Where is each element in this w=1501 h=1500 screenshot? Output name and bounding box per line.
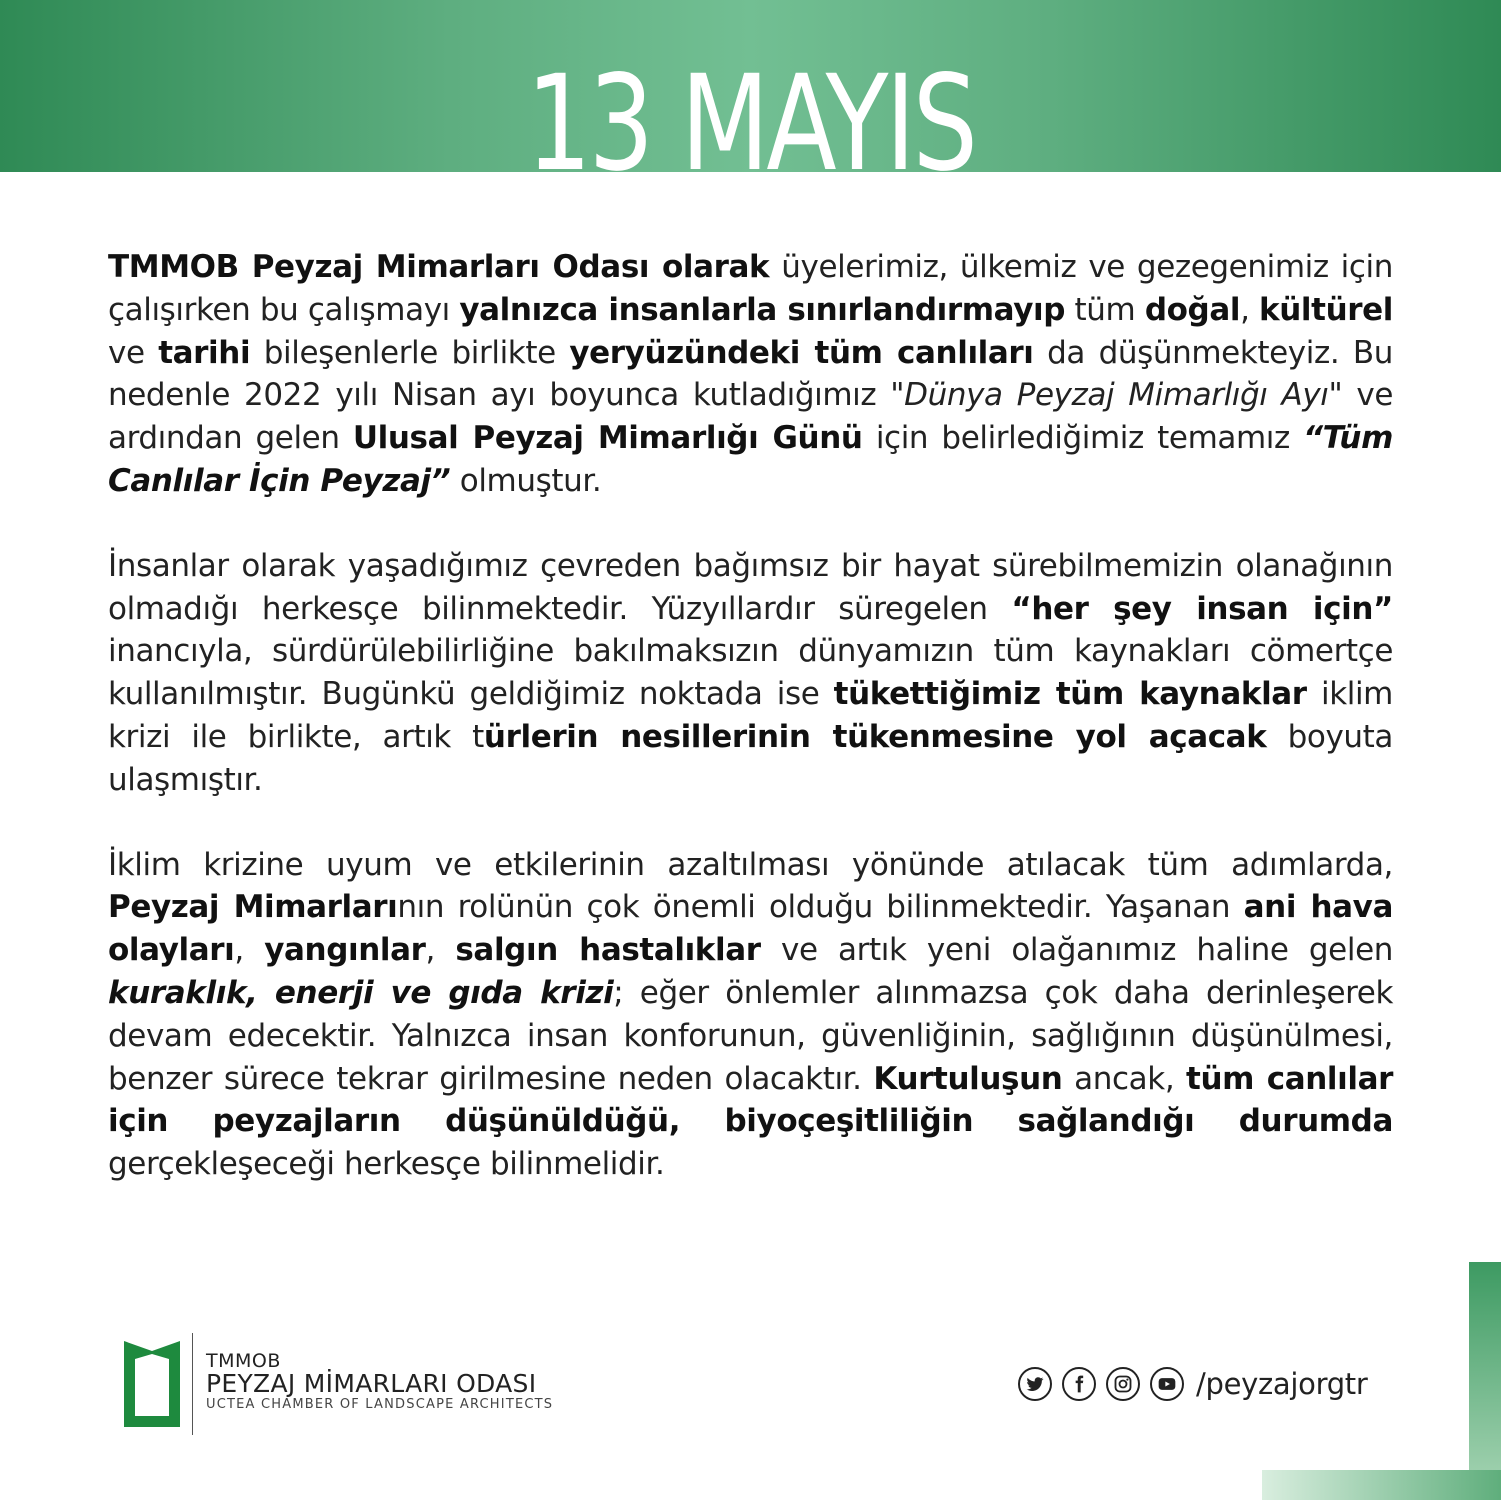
paragraph-2 (108, 545, 1393, 802)
body-text: gerçekleşeceği herkesçe bilinmelidir. (108, 1146, 665, 1183)
body-text: , (425, 932, 456, 969)
emphasis-text: TMMOB Peyzaj Mimarları Odası olarak (108, 249, 770, 285)
decorative-corner-frame (1262, 1262, 1501, 1500)
emphasis-text: tarihi (158, 334, 251, 371)
body-text: da düşünmekteyiz. Bu nedenle 2022 yılı Nisan ayı boyunca kutladığımız (108, 334, 1394, 414)
emphasis-text: ürlerin nesillerinin tükenmesine yol açacak (483, 718, 1267, 755)
body-text: ve artık yeni olağanımız haline gelen (760, 932, 1393, 969)
youtube-icon[interactable] (1150, 1367, 1184, 1401)
emphasis-text (108, 975, 613, 1011)
emphasis-text: “Tüm Canlılar İçin Peyzaj” (108, 420, 1393, 499)
body-text: için belirlediğimiz temamız (862, 420, 1304, 457)
paragraph-1 (108, 246, 1393, 503)
emphasis-text: yangınlar (264, 932, 426, 969)
emphasis-text: doğal (1144, 291, 1241, 328)
logo-line-tmmob: TMMOB (206, 1350, 281, 1372)
body-text: bileşenlerle birlikte (250, 334, 570, 371)
body-text: üyelerimiz, ülkemiz ve gezegenimiz için çalışırken bu çalışmayı (108, 249, 1393, 328)
body-text: ancak, (1062, 1060, 1187, 1097)
body-text: , (1240, 291, 1260, 328)
body-text: İklim krizine uyum ve etkilerinin azaltılması yönünde atılacak tüm adımlarda, (108, 846, 1393, 883)
facebook-icon[interactable] (1062, 1367, 1096, 1401)
body-text: boyuta ulaşmıştır. (108, 718, 1393, 798)
logo-text (206, 1351, 553, 1413)
article-body (108, 246, 1393, 1228)
body-text: tüm (1065, 291, 1145, 328)
emphasis-text: kültürel (1259, 291, 1393, 328)
header-banner (0, 0, 1501, 172)
body-text: olmuştur. (450, 462, 602, 499)
body-text: , (234, 932, 265, 969)
page-title: 13 MAYIS (526, 47, 975, 172)
emphasis-text: tüm canlılar için peyzajların düşünüldüğü, biyoçeşitliliğin sağlandığı durumda (108, 1060, 1393, 1140)
logo-mark-icon (124, 1337, 180, 1427)
paragraph-3 (108, 844, 1393, 1186)
social-handle[interactable]: /peyzajorgtr (1196, 1367, 1368, 1401)
logo-line-name: PEYZAJ MİMARLARI ODASI (206, 1369, 537, 1398)
emphasis-text: Kurtuluşun (873, 1060, 1063, 1097)
emphasis-text: kuraklık, enerji ve gıda krizi (108, 974, 614, 1011)
instagram-icon[interactable] (1106, 1367, 1140, 1401)
body-text: ; eğer önlemler alınmazsa çok daha derinleşerek devam edecektir. Yalnızca insan konforunun, güvenliğinin, sağlığının düşünülmesi, benzer sürece tekrar girilmesine neden olacaktır. (108, 974, 1394, 1097)
emphasis-text: ani hava olayları (108, 889, 1393, 969)
emphasis-text: tükettiğimiz tüm kaynaklar (833, 676, 1307, 713)
emphasis-text: "Dünya Peyzaj Mimarlığı Ayı" (890, 377, 1343, 414)
emphasis-text: yeryüzündeki tüm canlıları (569, 334, 1034, 371)
organization-logo (124, 1333, 564, 1435)
emphasis-text: Peyzaj Mimarları (108, 889, 398, 926)
body-text: iklim krizi ile birlikte, artık t (108, 676, 1393, 755)
body-text: ve (108, 334, 159, 371)
body-text: nın rolünün çok önemli olduğu bilinmektedir. Yaşanan (397, 889, 1244, 926)
emphasis-text: Ulusal Peyzaj Mimarlığı Günü (352, 420, 863, 457)
body-text: İnsanlar olarak yaşadığımız çevreden bağımsız bir hayat sürebilmemizin olanağının olmadığı herkesçe bilinmektedir. Yüzyıllardır süregelen (108, 547, 1393, 627)
emphasis-text: “her şey insan için” (1011, 590, 1394, 627)
emphasis-text: salgın hastalıklar (455, 932, 761, 969)
logo-divider (192, 1333, 193, 1435)
twitter-icon[interactable] (1018, 1367, 1052, 1401)
logo-line-english: UCTEA CHAMBER OF LANDSCAPE ARCHITECTS (206, 1397, 554, 1412)
body-text: inancıyla, sürdürülebilirliğine bakılmaksızın dünyamızın tüm kaynakları cömertçe kullanılmıştır. Bugünkü geldiğimiz noktada ise (108, 633, 1393, 713)
body-text: ve ardından gelen (108, 377, 1393, 457)
emphasis-text: yalnızca insanlarla sınırlandırmayıp (459, 291, 1066, 328)
